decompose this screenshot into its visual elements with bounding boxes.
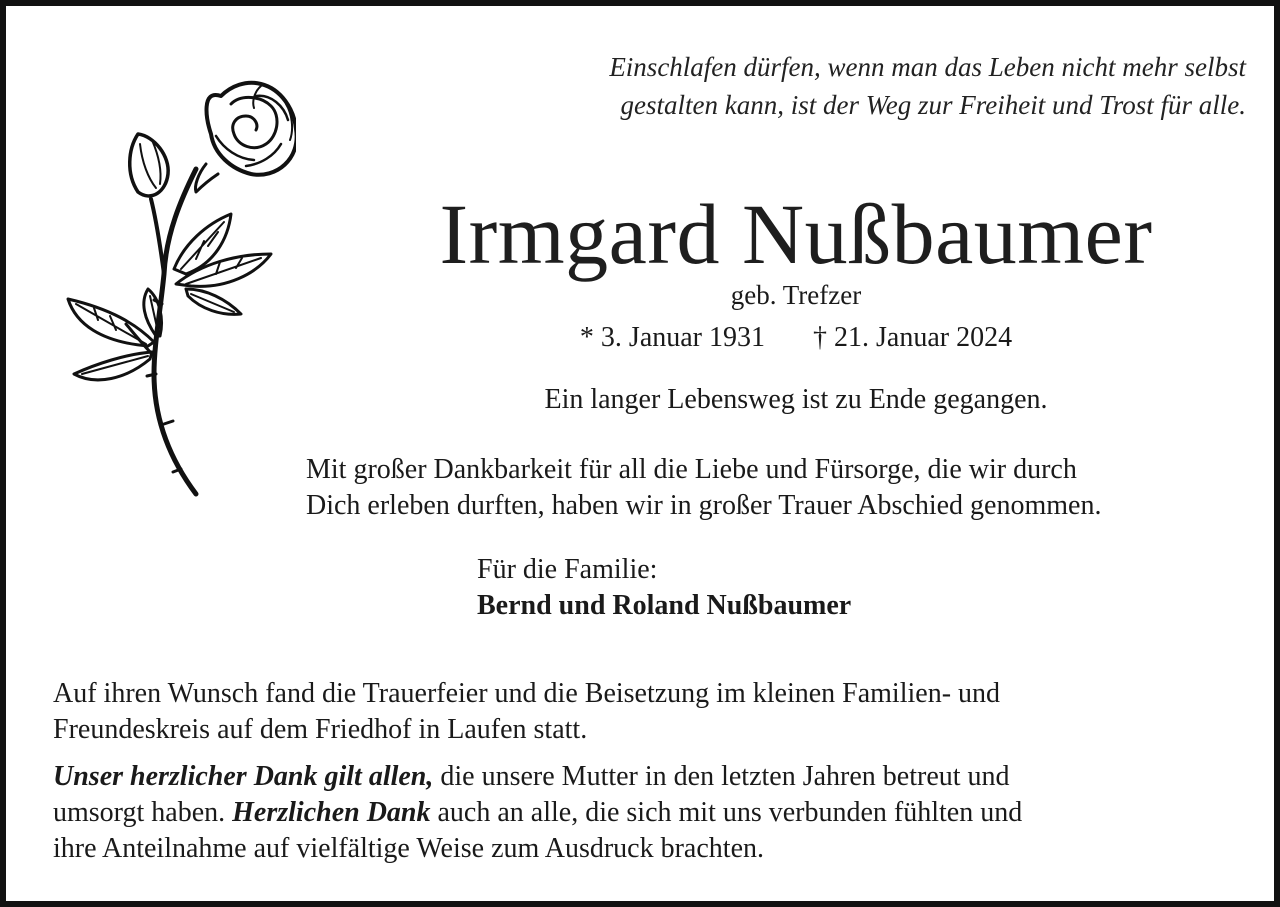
service-line: Freundeskreis auf dem Friedhof in Laufen statt. (53, 714, 588, 745)
closing-thanks (53, 759, 1253, 867)
deceased-name: Irmgard Nußbaumer (439, 186, 1153, 282)
rose-icon (56, 74, 296, 504)
thanks-line: Dich erleben durften, haben wir in großer Trauer Abschied genommen. (306, 490, 1102, 521)
family-signature (477, 552, 1077, 624)
motto-quote (446, 48, 1246, 124)
closing-line: ihre Anteilnahme auf vielfältige Weise zum Ausdruck brachten. (53, 833, 764, 864)
closing-text: die unsere Mutter in den letzten Jahren betreut und (433, 761, 1010, 792)
service-line: Auf ihren Wunsch fand die Trauerfeier und die Beisetzung im kleinen Familien- und (53, 678, 1001, 709)
death-date: † 21. Januar 2024 (813, 322, 1013, 353)
closing-line (53, 795, 1253, 831)
closing-emphasis: Unser herzlicher Dank gilt allen, (53, 761, 434, 792)
birth-date: * 3. Januar 1931 (579, 322, 765, 353)
service-note (53, 676, 1253, 748)
family-names: Bernd und Roland Nußbaumer (477, 590, 852, 621)
thanks-paragraph (306, 452, 1246, 524)
motto-line: Einschlafen dürfen, wenn man das Leben nicht mehr selbst (609, 52, 1246, 82)
closing-text: umsorgt haben. (53, 797, 233, 828)
closing-line (53, 759, 1253, 795)
closing-text: auch an alle, die sich mit uns verbunden fühlten und (430, 797, 1023, 828)
family-label: Für die Familie: (477, 554, 658, 585)
motto-line: gestalten kann, ist der Weg zur Freiheit und Trost für alle. (620, 90, 1246, 120)
maiden-name: geb. Trefzer (730, 280, 862, 310)
life-dates (486, 320, 1106, 356)
closing-emphasis: Herzlichen Dank (232, 797, 431, 828)
thanks-line: Mit großer Dankbarkeit für all die Liebe und Fürsorge, die wir durch (306, 454, 1077, 485)
lifeway-text: Ein langer Lebensweg ist zu Ende gegangen. (544, 384, 1048, 415)
